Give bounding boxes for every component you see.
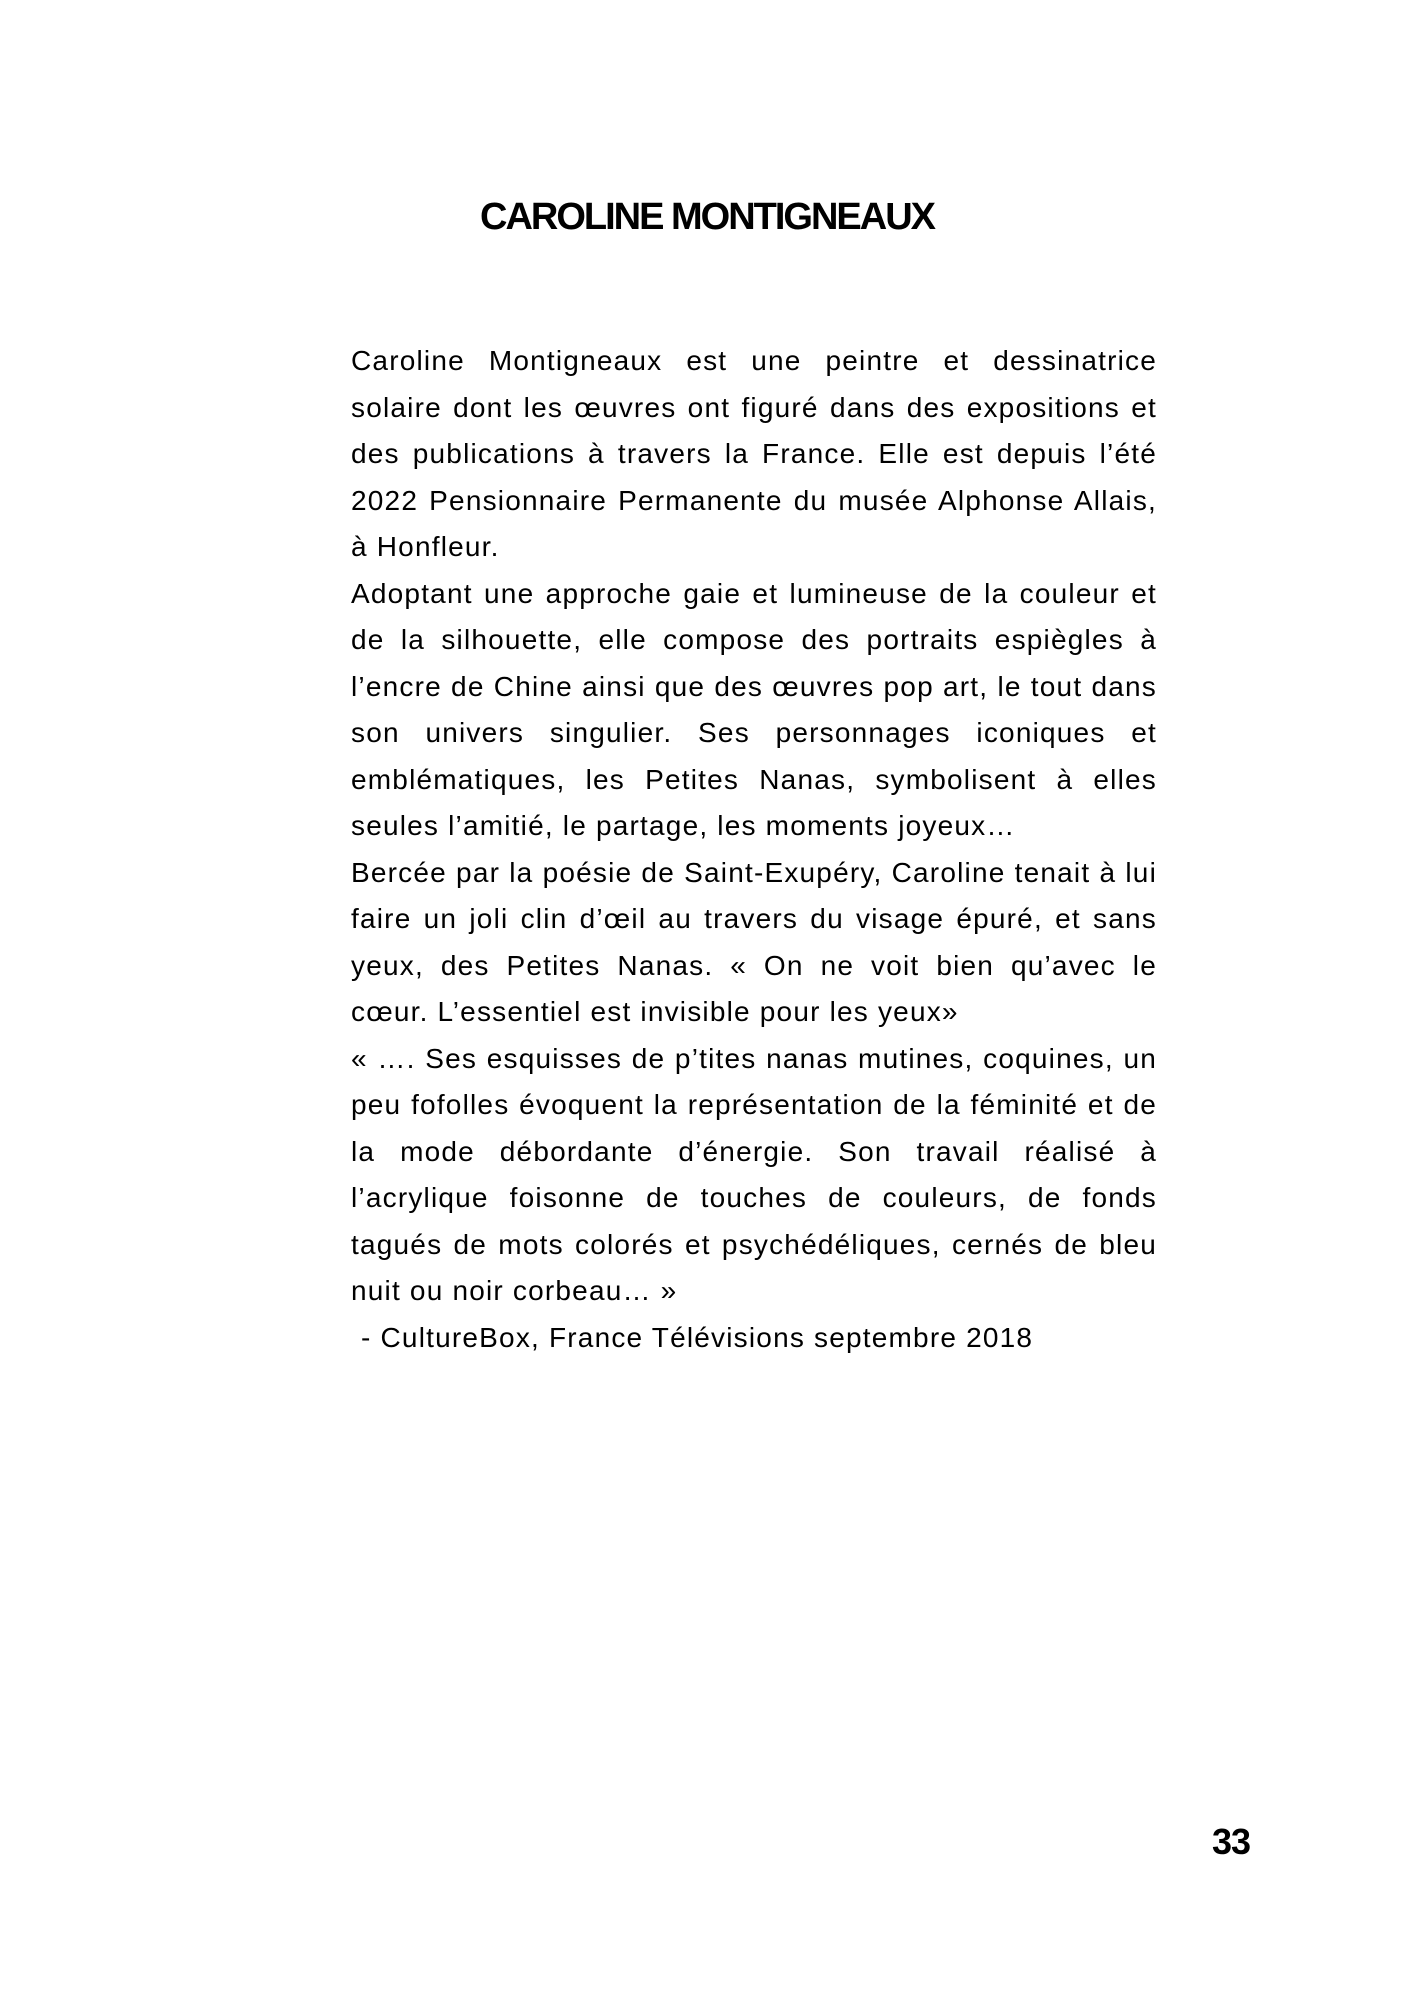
article-body [351, 338, 1157, 1361]
paragraph-style: Adoptant une approche gaie et lumineuse de la couleur et de la silhouette, elle compose des portraits espiègles à l’encre de Chine ainsi que des œuvres pop art, le tout dans son univers singulier. Ses personnages iconiques et emblématiques, les Petites Nanas, symbolisent à elles seules l’amitié, le partage, les moments joyeux… [351, 577, 1157, 841]
paragraph-press-quote: « …. Ses esquisses de p’tites nanas mutines, coquines, un peu fofolles évoquent la représentation de la féminité et de la mode débordante d’énergie. Son travail réalisé à l’acrylique foisonne de touches de couleurs, de fonds tagués de mots colorés et psychédéliques, cernés de bleu nuit ou noir corbeau… » [351, 1042, 1157, 1306]
page-number: 33 [1211, 1821, 1250, 1862]
paragraph-biography: Caroline Montigneaux est une peintre et dessinatrice solaire dont les œuvres ont figuré dans des expositions et des publications à travers la France. Elle est depuis l’été 2022 Pensionnaire Permanente du musée Alphonse Allais, à Honfleur. [351, 345, 1157, 562]
quote-citation: - CultureBox, France Télévisions septembre 2018 [361, 1321, 1034, 1353]
page-title: CAROLINE MONTIGNEAUX [480, 196, 934, 238]
paragraph-saint-exupery: Bercée par la poésie de Saint-Exupéry, Caroline tenait à lui faire un joli clin d’œil au travers du visage épuré, et sans yeux, des Petites Nanas. « On ne voit bien qu’avec le cœur. L’essentiel est invisible pour les yeux» [351, 856, 1157, 1027]
